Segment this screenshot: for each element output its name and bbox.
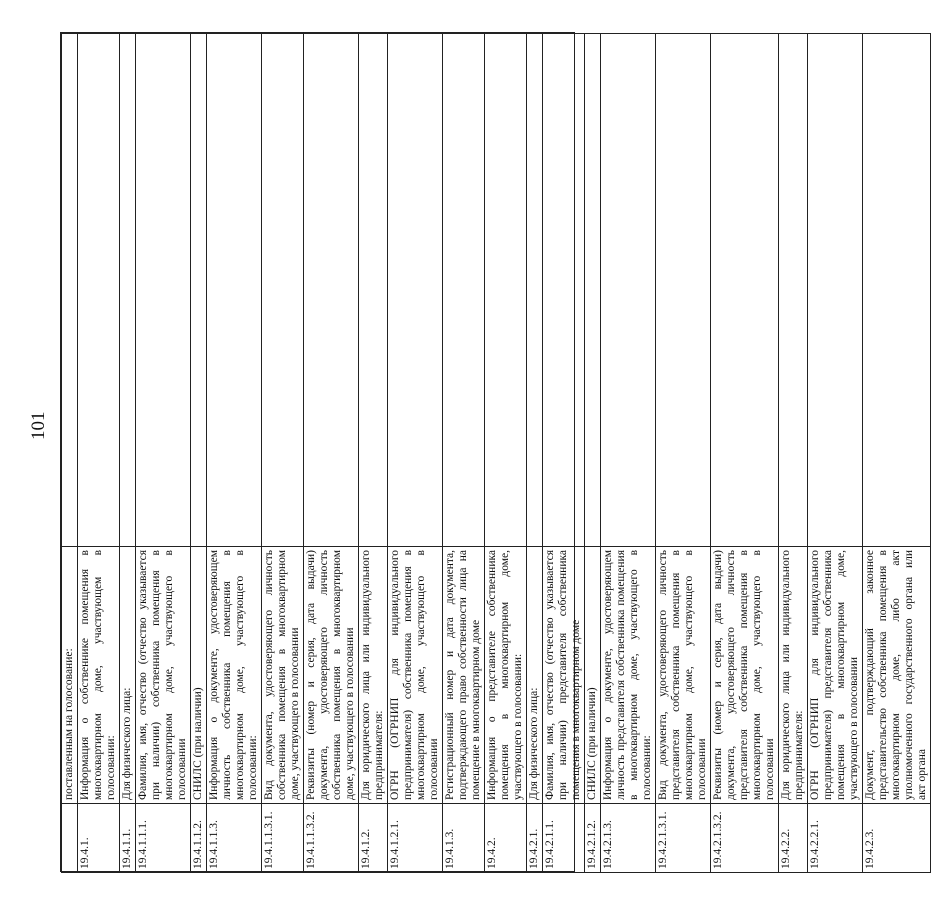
row-empty-cell [485, 34, 527, 547]
table-row [62, 34, 78, 873]
page-number: 101 [28, 411, 49, 440]
table-row [543, 34, 585, 873]
row-description-cell: ОГРН (ОГРНИП для индивидуального предпринимателя) собственника помещения в многоквартирном доме, участвующего в голосовании [388, 547, 443, 804]
table-row [359, 34, 388, 873]
rotated-table-container [61, 33, 928, 873]
row-description-cell: Регистрационный номер и дата документа, подтверждающего право собственности лица на помещение в многоквартирном доме [443, 547, 485, 804]
table-row [863, 34, 931, 873]
row-empty-cell [601, 34, 656, 547]
row-number-cell: 19.4.2.3. [863, 804, 931, 873]
row-number-cell: 19.4.2. [485, 804, 527, 873]
table-row [207, 34, 262, 873]
document-table-frame [60, 32, 928, 872]
row-empty-cell [711, 34, 779, 547]
table-row [779, 34, 808, 873]
row-empty-cell [78, 34, 120, 547]
row-empty-cell [656, 34, 711, 547]
row-description-cell: Для физического лица: [120, 547, 136, 804]
row-number-cell: 19.4.1. [78, 804, 120, 873]
table-row [78, 34, 120, 873]
row-description-cell: СНИЛС (при наличии) [191, 547, 207, 804]
row-empty-cell [207, 34, 262, 547]
row-number-cell: 19.4.1.2. [359, 804, 388, 873]
row-number-cell: 19.4.1.1.3. [207, 804, 262, 873]
document-table [61, 33, 931, 873]
row-number-cell: 19.4.1.1.2. [191, 804, 207, 873]
row-description-cell: Информация о документе, удостоверяющем личность собственника помещения в многоквартирном доме, участвующего в голосовании: [207, 547, 262, 804]
row-number-cell: 19.4.1.1. [120, 804, 136, 873]
row-number-cell: 19.4.1.1.3.1. [262, 804, 304, 873]
table-row [711, 34, 779, 873]
row-number-cell: 19.4.2.2.1. [808, 804, 863, 873]
row-empty-cell [863, 34, 931, 547]
row-description-cell: Для юридического лица или индивидуального предпринимателя: [359, 547, 388, 804]
row-number-cell: 19.4.2.1.3.2. [711, 804, 779, 873]
row-number-cell: 19.4.2.1.3. [601, 804, 656, 873]
table-row [388, 34, 443, 873]
row-empty-cell [191, 34, 207, 547]
row-number-cell: 19.4.2.1. [527, 804, 543, 873]
table-row [601, 34, 656, 873]
table-row [120, 34, 136, 873]
row-empty-cell [585, 34, 601, 547]
row-description-cell: Для юридического лица или индивидуального предпринимателя: [779, 547, 808, 804]
row-description-cell: Информация о собственнике помещения в многоквартирном доме, участвующем в голосовании: [78, 547, 120, 804]
table-row [656, 34, 711, 873]
row-description-cell: Информация о документе, удостоверяющем личность представителя собственника помещения в многоквартирном доме, участвующего в голосовании: [601, 547, 656, 804]
row-number-cell: 19.4.2.1.2. [585, 804, 601, 873]
table-row [585, 34, 601, 873]
table-row [527, 34, 543, 873]
row-empty-cell [262, 34, 304, 547]
table-row [808, 34, 863, 873]
row-empty-cell [120, 34, 136, 547]
row-empty-cell [136, 34, 191, 547]
row-empty-cell [62, 34, 78, 547]
row-description-cell: Информация о представителе собственника помещения в многоквартирном доме, участвующего в голосовании: [485, 547, 527, 804]
table-row [443, 34, 485, 873]
row-description-cell: Вид документа, удостоверяющего личность собственника помещения в многоквартирном доме, участвующего в голосовании [262, 547, 304, 804]
row-empty-cell [808, 34, 863, 547]
row-number-cell [62, 804, 78, 873]
table-row [485, 34, 527, 873]
row-empty-cell [543, 34, 585, 547]
row-description-cell: Для физического лица: [527, 547, 543, 804]
row-description-cell: поставленным на голосование: [62, 547, 78, 804]
row-description-cell: Документ, подтверждающий законное представительство собственника помещения в многоквартирном доме, либо акт уполномоченного государственного органа или акт органа [863, 547, 931, 804]
row-number-cell: 19.4.1.1.1. [136, 804, 191, 873]
row-empty-cell [388, 34, 443, 547]
row-number-cell: 19.4.2.1.3.1. [656, 804, 711, 873]
table-row [304, 34, 359, 873]
row-empty-cell [443, 34, 485, 547]
row-empty-cell [304, 34, 359, 547]
row-description-cell: ОГРН (ОГРНИП для индивидуального предпринимателя) представителя собственника помещения в многоквартирном доме, участвующего в голосовании [808, 547, 863, 804]
table-body [62, 34, 931, 873]
row-number-cell: 19.4.2.2. [779, 804, 808, 873]
row-description-cell: СНИЛС (при наличии) [585, 547, 601, 804]
row-empty-cell [779, 34, 808, 547]
row-description-cell: Вид документа, удостоверяющего личность представителя собственника помещения в многоквартирном доме, участвующего в голосовании [656, 547, 711, 804]
row-empty-cell [527, 34, 543, 547]
row-number-cell: 19.4.2.1.1. [543, 804, 585, 873]
row-empty-cell [359, 34, 388, 547]
row-number-cell: 19.4.1.3. [443, 804, 485, 873]
row-description-cell: Фамилия, имя, отчество (отчество указывается при наличии) собственника помещения в многоквартирном доме, участвующего в голосовании [136, 547, 191, 804]
row-description-cell: Фамилия, имя, отчество (отчество указывается при наличии) представителя собственника помещения в многоквартирном доме [543, 547, 585, 804]
row-number-cell: 19.4.1.2.1. [388, 804, 443, 873]
table-row [136, 34, 191, 873]
row-description-cell: Реквизиты (номер и серия, дата выдачи) документа, удостоверяющего личность собственника помещения в многоквартирном доме, участвующего в голосовании [304, 547, 359, 804]
table-row [191, 34, 207, 873]
table-row [262, 34, 304, 873]
row-description-cell: Реквизиты (номер и серия, дата выдачи) документа, удостоверяющего личность представителя собственника помещения в многоквартирном доме, участвующего в голосовании [711, 547, 779, 804]
row-number-cell: 19.4.1.1.3.2. [304, 804, 359, 873]
